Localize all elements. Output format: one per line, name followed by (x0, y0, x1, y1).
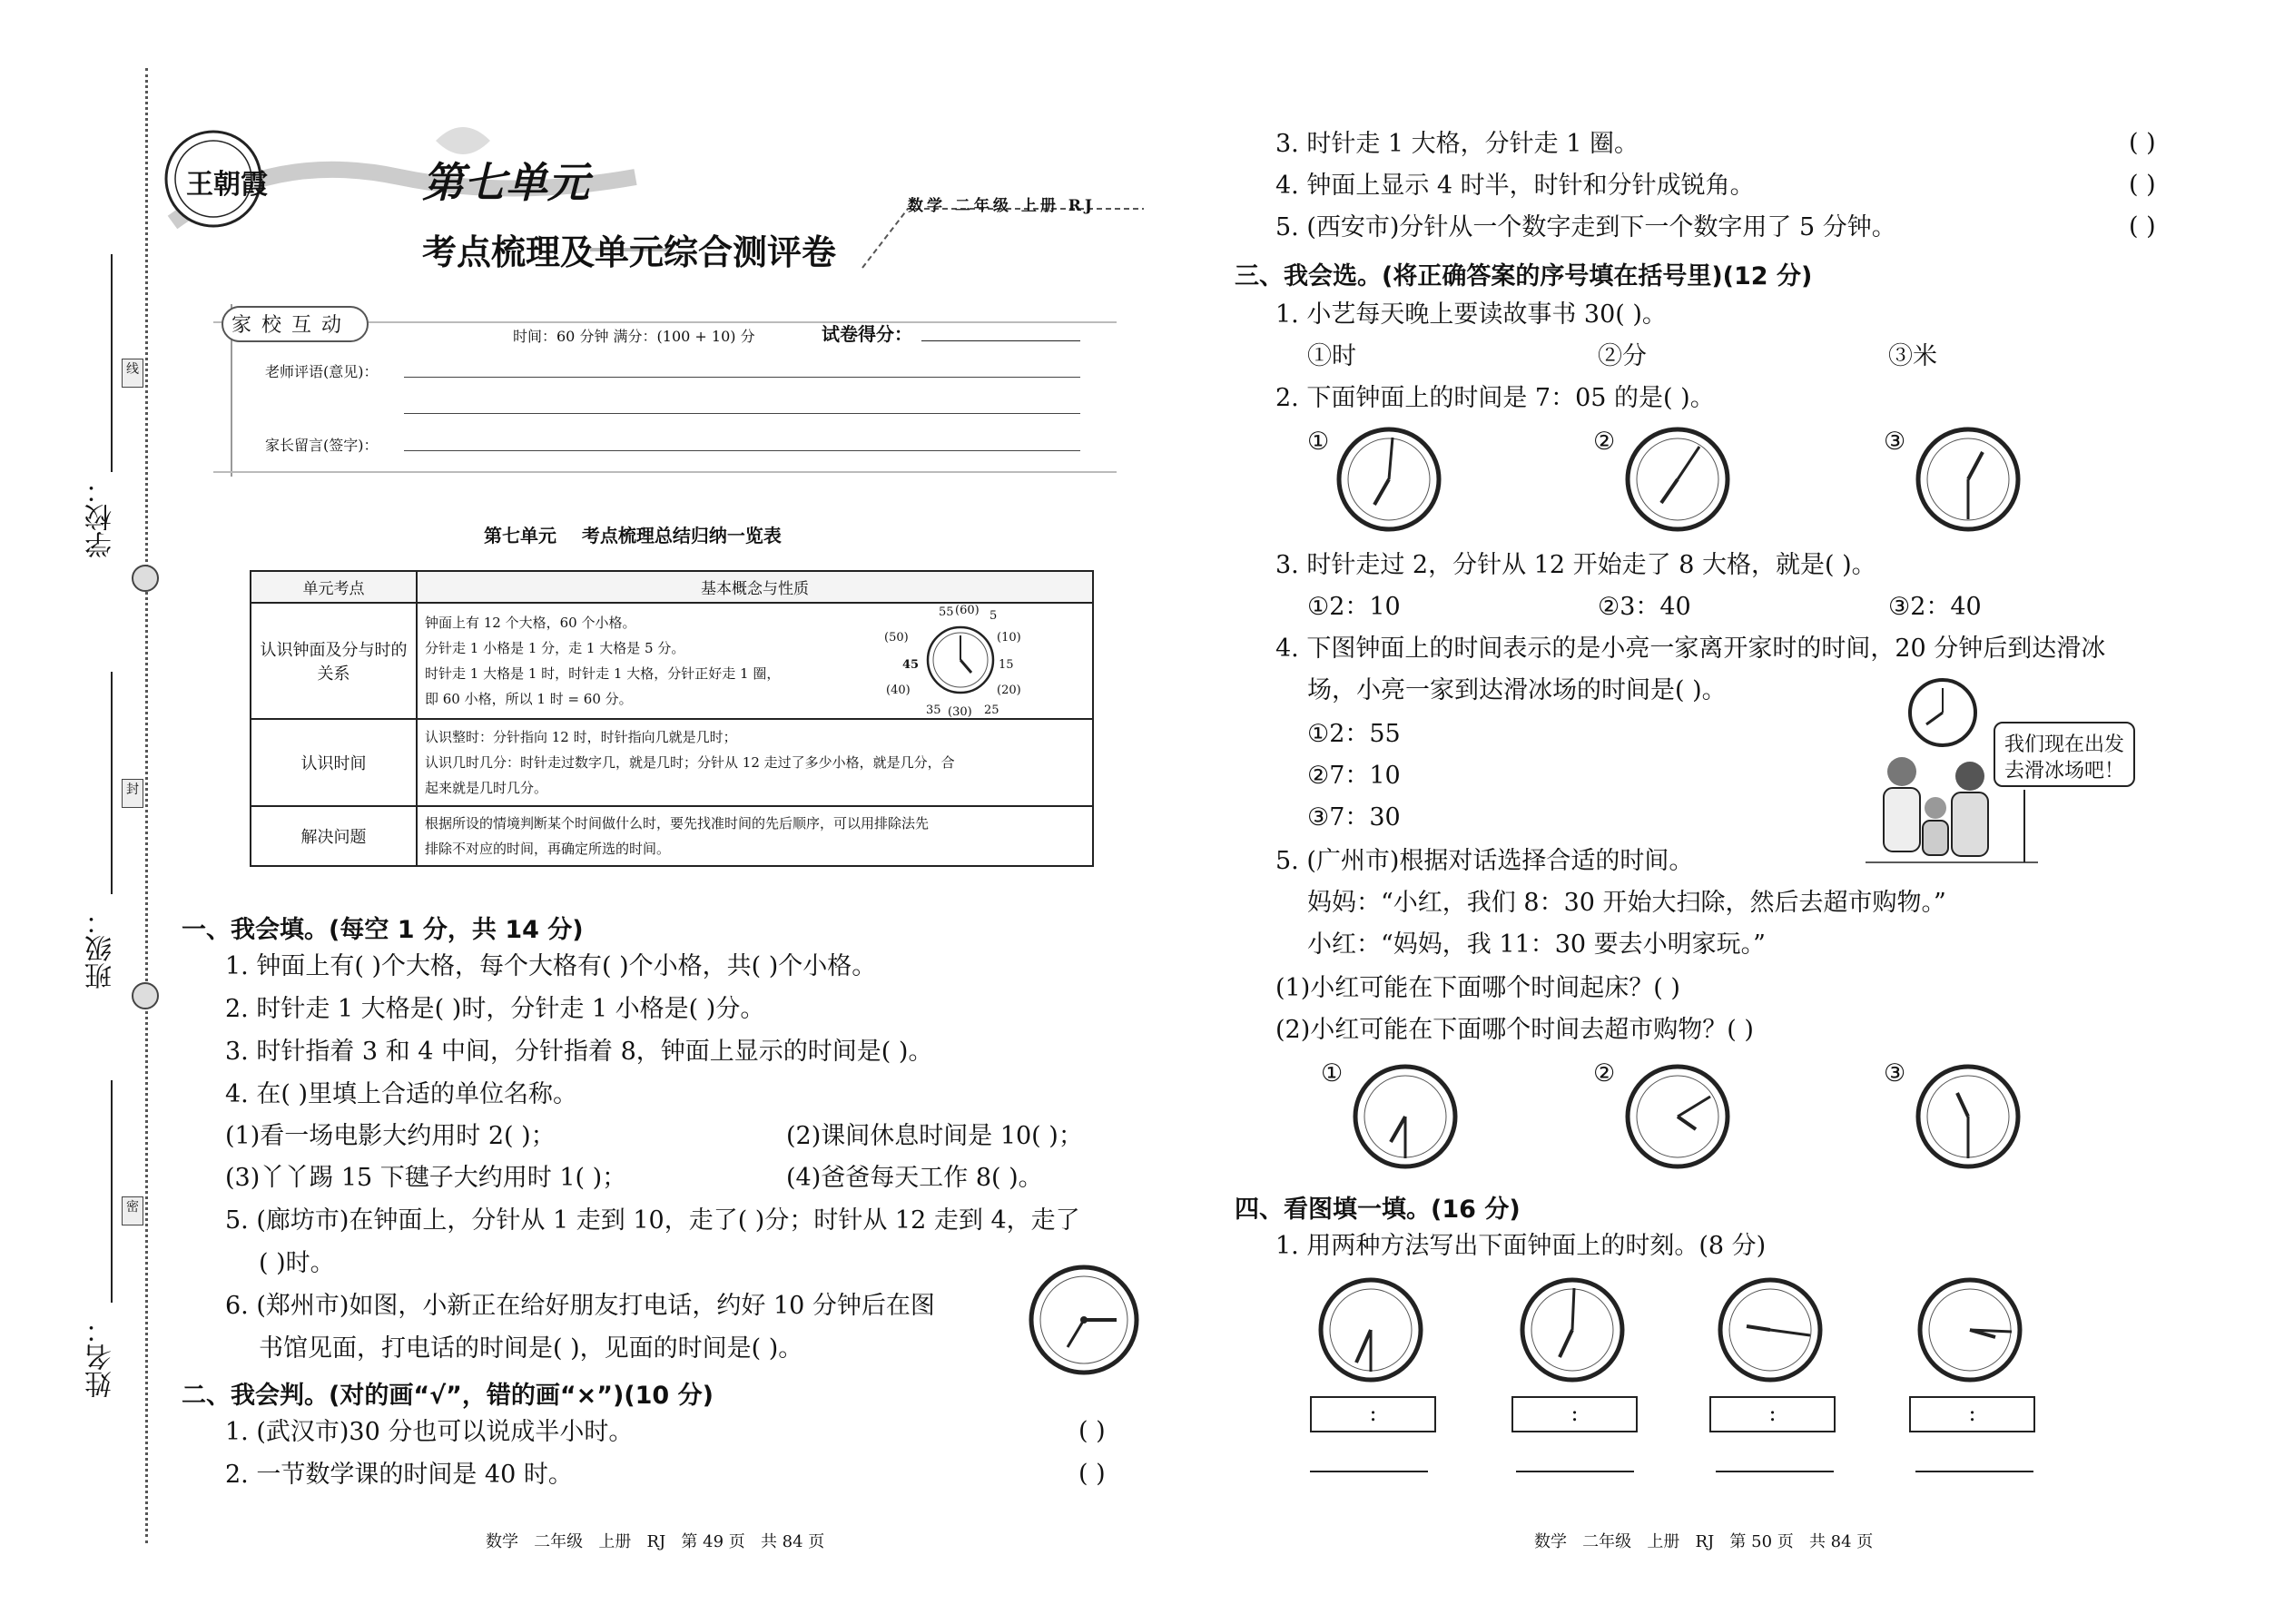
answer-line[interactable] (1310, 1471, 1428, 1472)
table-line: 时针走 1 大格是 1 时，时针走 1 大格，分针正好走 1 圈， (425, 665, 781, 682)
question: 1. 钟面上有( )个大格，每个大格有( )个小格，共( )个小格。 (225, 952, 877, 980)
clock-icon (1623, 1062, 1732, 1171)
question: (2)小红可能在下面哪个时间去超市购物？( ) (1275, 1016, 1754, 1044)
answer-line[interactable] (1516, 1471, 1634, 1472)
school-line (111, 254, 113, 472)
question: (1)小红可能在下面哪个时间起床？( ) (1275, 974, 1680, 1002)
table-line: 认识整时：分针指向 12 时，时针指向几就是几时； (425, 729, 737, 745)
question: 4. 钟面上显示 4 时半，时针和分针成锐角。 (1275, 172, 1755, 200)
name-line (111, 1080, 113, 1303)
clock-icon (1334, 425, 1443, 534)
dial-label: 5 (989, 609, 998, 623)
option: ②7：10 (1307, 762, 1401, 790)
option: ①2：55 (1307, 720, 1401, 748)
name-label: 姓名： (85, 1316, 117, 1398)
option: ③2：40 (1888, 593, 1982, 621)
binding-hole (132, 982, 159, 1009)
option-mark: ③ (1884, 428, 1906, 456)
option: ③7：30 (1307, 803, 1401, 832)
option-mark: ① (1307, 428, 1330, 456)
question: (4)爸爸每天工作 8( )。 (786, 1164, 1043, 1192)
dial-label: 45 (902, 658, 920, 672)
clock-icon (1914, 425, 2023, 534)
question: 场，小亮一家到达滑冰场的时间是( )。 (1307, 676, 1727, 704)
section-judge: 二、我会判。(对的画“√”，错的画“×”)(10 分) (182, 1382, 714, 1410)
summary-table (250, 570, 1094, 867)
question: 2. 下面钟面上的时间是 7：05 的是( )。 (1275, 384, 1715, 412)
answer-line[interactable] (1716, 1471, 1834, 1472)
judge-paren: ( ) (2129, 171, 2156, 199)
page-footer-right: 数学 二年级 上册 RJ 第 50 页 共 84 页 (1534, 1532, 1874, 1551)
class-line (111, 672, 113, 894)
school-label: 学校： (85, 477, 117, 558)
time-answer-box[interactable]: : (1709, 1396, 1836, 1432)
dial-label: 15 (999, 658, 1014, 672)
table-line: 排除不对应的时间，再确定所选的时间。 (425, 841, 671, 857)
option-mark: ② (1593, 428, 1616, 456)
clock-icon (1351, 1062, 1460, 1171)
logo-text: 王朝霞 (186, 169, 268, 201)
clock-icon (1518, 1275, 1627, 1384)
score-label: 试卷得分： (822, 323, 912, 345)
time-answer-box[interactable]: : (1511, 1396, 1638, 1432)
bubble-text: 去滑冰场吧！ (2004, 760, 2125, 782)
clock-icon (1316, 1275, 1425, 1384)
clock-icon (1914, 1062, 2023, 1171)
section-choose: 三、我会选。(将正确答案的序号填在括号里)(12 分) (1235, 262, 1813, 290)
page-footer-left: 数学 二年级 上册 RJ 第 49 页 共 84 页 (486, 1532, 825, 1551)
score-line (921, 340, 1080, 341)
question: (2)课间休息时间是 10( )； (786, 1122, 1083, 1150)
table-topic: 认识时间 (251, 719, 417, 806)
dial-label: (50) (884, 631, 909, 645)
judge-paren: ( ) (2129, 129, 2156, 157)
time-answer-box[interactable]: : (1909, 1396, 2035, 1432)
binding-tab: 封 (122, 779, 143, 808)
subject-tags: 数学 二年级 上册 RJ (908, 197, 1096, 215)
unit-title: 第七单元 (422, 158, 589, 207)
clock-icon (1915, 1275, 2024, 1384)
dial-diagram (884, 604, 1035, 719)
option: ①2：10 (1307, 593, 1401, 621)
option: ③米 (1888, 342, 1937, 370)
time-answer-box[interactable]: : (1310, 1396, 1436, 1432)
comment-line (404, 413, 1080, 414)
option: ②分 (1598, 342, 1647, 370)
question: ( )时。 (259, 1249, 335, 1277)
question: 1. 用两种方法写出下面钟面上的时刻。(8 分) (1275, 1232, 1767, 1260)
question: 6. (郑州市)如图，小新正在给好朋友打电话，约好 10 分钟后在图 (225, 1292, 935, 1320)
table-topic: 认识钟面及分与时的关系 (251, 603, 417, 719)
parent-comment-label: 家长留言(签字)： (265, 437, 379, 454)
judge-paren: ( ) (1078, 1460, 1106, 1488)
section-fill: 一、我会填。(每空 1 分，共 14 分) (182, 916, 584, 944)
option: ②3：40 (1598, 593, 1691, 621)
dialog-line: 小红：“妈妈，我 11：30 要去小明家玩。” (1307, 930, 1766, 959)
time-info: 时间：60 分钟 满分：(100 + 10) 分 (513, 328, 755, 345)
teacher-comment-label: 老师评语(意见)： (265, 363, 379, 380)
family-school-badge: 家 校 互 动 (231, 314, 343, 337)
option-mark: ② (1593, 1059, 1616, 1088)
clock-icon (1716, 1275, 1825, 1384)
dialog-line: 妈妈：“小红，我们 8：30 开始大扫除，然后去超市购物。” (1307, 889, 1946, 917)
table-line: 分针走 1 小格是 1 分，走 1 大格是 5 分。 (425, 640, 685, 656)
comment-line (404, 377, 1080, 378)
option: ①时 (1307, 342, 1356, 370)
question: 4. 下图钟面上的时间表示的是小亮一家离开家时的时间，20 分钟后到达滑冰 (1275, 635, 2106, 663)
dial-label: (30) (948, 705, 972, 719)
question: (3)丫丫踢 15 下毽子大约用时 1( )； (225, 1164, 627, 1192)
table-header: 基本概念与性质 (417, 571, 1093, 603)
question: 5. (广州市)根据对话选择合适的时间。 (1275, 847, 1694, 875)
summary-title: 第七单元 考点梳理总结归纳一览表 (484, 525, 782, 546)
bubble-text: 我们现在出发 (2004, 733, 2125, 756)
question: 1. 小艺每天晚上要读故事书 30( )。 (1275, 300, 1667, 329)
table-header: 单元考点 (251, 571, 417, 603)
binding-tab: 线 (122, 359, 143, 388)
question: 3. 时针指着 3 和 4 中间，分针指着 8，钟面上显示的时间是( )。 (225, 1038, 933, 1066)
binding-hole (132, 565, 159, 592)
clock-icon (1623, 425, 1732, 534)
question: 5. (廊坊市)在钟面上，分针从 1 走到 10，走了( )分；时针从 12 走到 4，走了 (225, 1206, 1080, 1235)
dial-label: (10) (997, 631, 1021, 645)
paper-subtitle: 考点梳理及单元综合测评卷 (422, 231, 837, 272)
table-line: 即 60 小格，所以 1 时 = 60 分。 (425, 691, 633, 707)
judge-paren: ( ) (1078, 1417, 1106, 1445)
question: 1. (武汉市)30 分也可以说成半小时。 (225, 1418, 634, 1446)
dial-label: (20) (997, 684, 1021, 697)
judge-paren: ( ) (2129, 212, 2156, 241)
dial-label: (40) (886, 684, 911, 697)
dial-label: 35 (926, 704, 941, 717)
question: 3. 时针走 1 大格，分针走 1 圈。 (1275, 130, 1639, 158)
question: 2. 一节数学课的时间是 40 时。 (225, 1461, 573, 1489)
binding-dotted-line (145, 68, 148, 1543)
option-mark: ③ (1884, 1059, 1906, 1088)
binding-tab: 密 (122, 1196, 143, 1225)
table-line: 钟面上有 12 个大格，60 个小格。 (425, 615, 636, 631)
table-line: 根据所设的情境判断某个时间做什么时，要先找准时间的先后顺序，可以用排除法先 (425, 815, 930, 832)
comment-line (404, 450, 1080, 451)
table-line: 起来就是几时几分。 (425, 780, 548, 796)
clock-icon (1026, 1262, 1144, 1380)
class-label: 班级： (85, 908, 117, 989)
dial-label: (60) (955, 604, 980, 617)
answer-line[interactable] (1915, 1471, 2033, 1472)
option-mark: ① (1321, 1059, 1344, 1088)
question: 3. 时针走过 2，分针从 12 开始走了 8 大格，就是( )。 (1275, 551, 1876, 579)
dial-label: 25 (984, 704, 999, 717)
section-observe: 四、看图填一填。(16 分) (1235, 1196, 1521, 1224)
dial-label: 55 (939, 605, 954, 619)
question: 2. 时针走 1 大格是( )时，分针走 1 小格是( )分。 (225, 995, 765, 1023)
question: 4. 在( )里填上合适的单位名称。 (225, 1080, 577, 1108)
table-line: 认识几时几分：时针走过数字几，就是几时；分针从 12 走过了多少小格，就是几分，合 (425, 754, 955, 771)
question: 5. (西安市)分针从一个数字走到下一个数字用了 5 分钟。 (1275, 213, 1896, 241)
table-topic: 解决问题 (251, 806, 417, 866)
question: 书馆见面，打电话的时间是( )，见面的时间是( )。 (259, 1334, 803, 1363)
question: (1)看一场电影大约用时 2( )； (225, 1122, 556, 1150)
